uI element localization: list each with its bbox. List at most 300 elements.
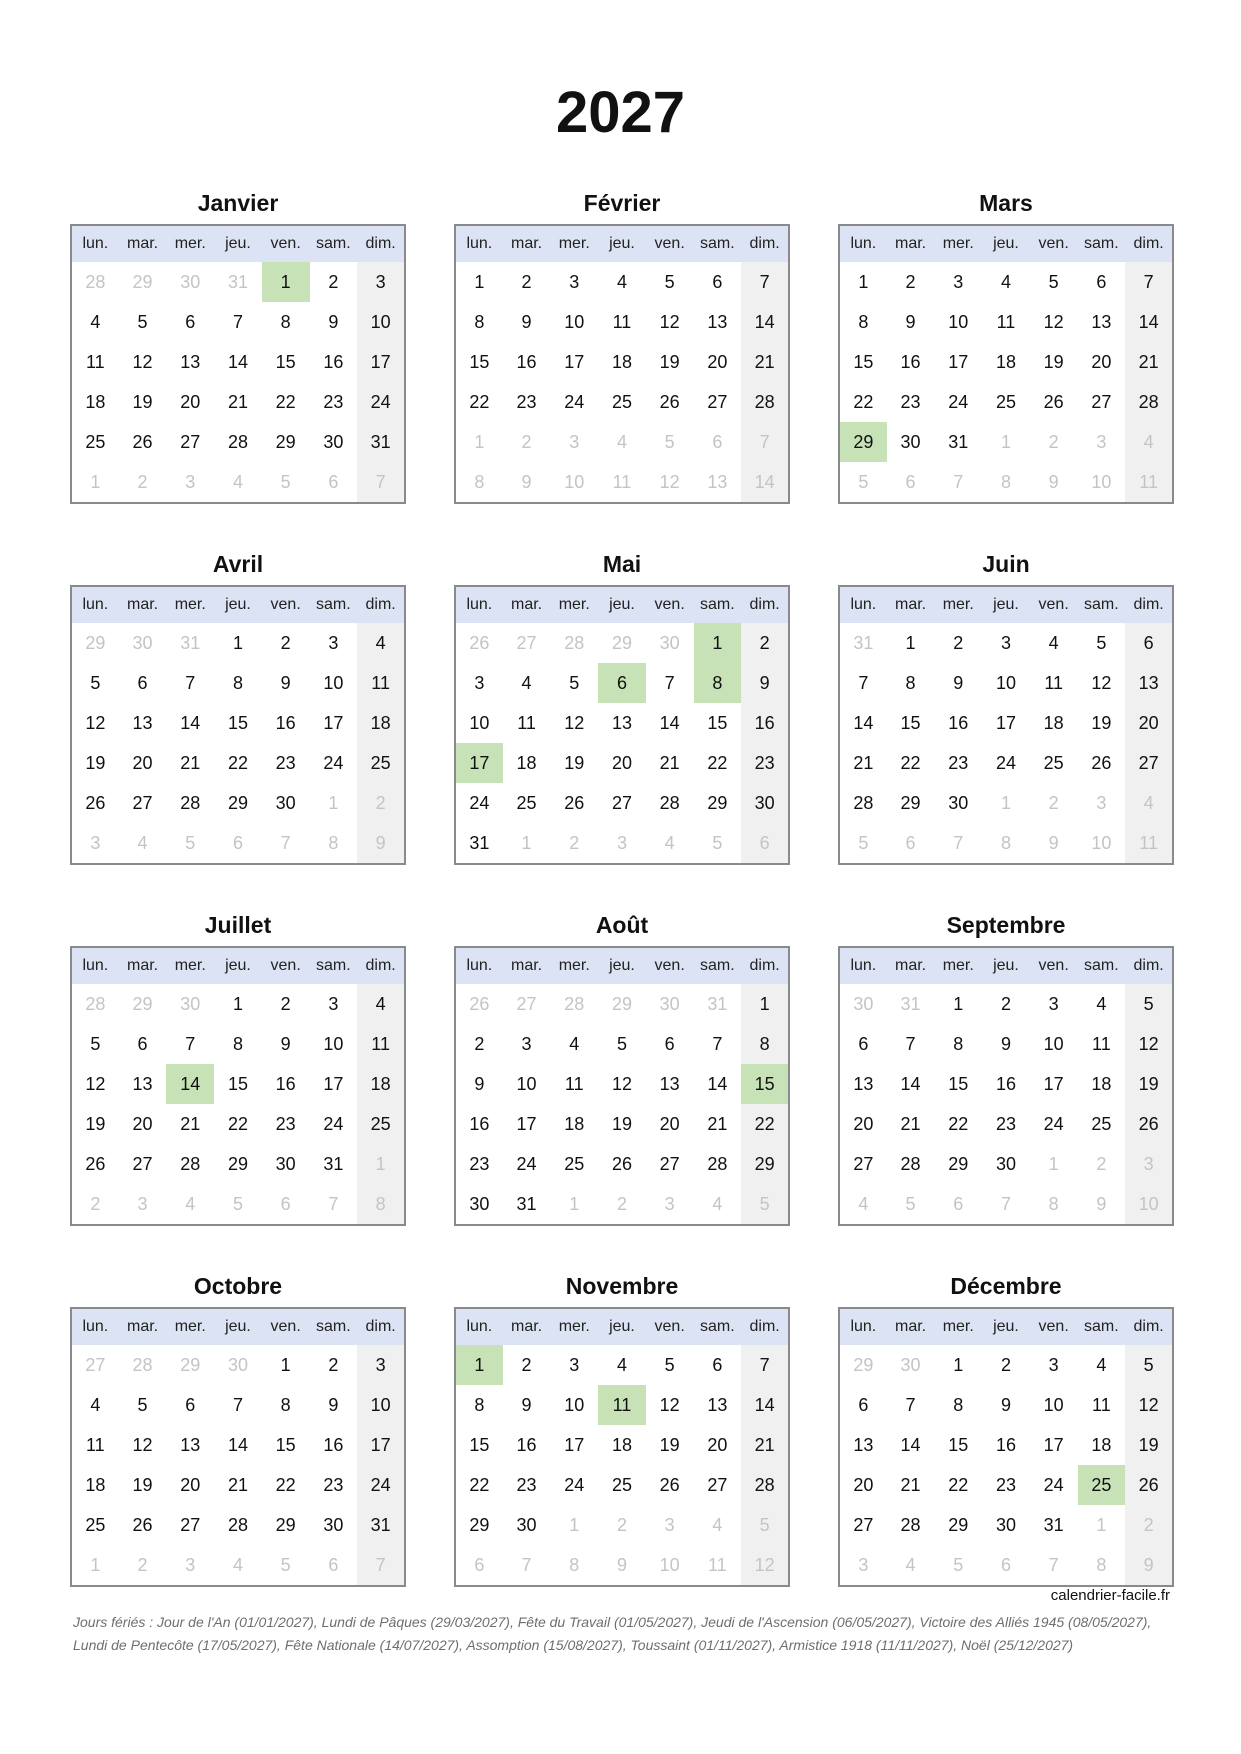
day-cell: 9	[953, 672, 964, 693]
day-cell: 19	[659, 1434, 680, 1455]
adjacent-month-day-cell: 1	[1000, 431, 1011, 452]
adjacent-month-day-cell: 2	[521, 431, 532, 452]
day-cell: 9	[280, 1033, 291, 1054]
day-cell: 26	[1125, 1104, 1173, 1144]
day-cell: 23	[741, 743, 789, 783]
adjacent-month-day-cell: 3	[90, 832, 101, 853]
adjacent-month-day-cell: 6	[953, 1193, 964, 1214]
day-cell: 26	[611, 1153, 632, 1174]
day-cell: 27	[853, 1153, 874, 1174]
day-cell: 13	[707, 311, 728, 332]
day-cell: 8	[741, 1024, 789, 1064]
adjacent-month-day-cell: 5	[741, 1505, 789, 1545]
weekday-header: jeu.	[982, 947, 1030, 984]
week-row	[839, 302, 1173, 342]
week-row	[71, 703, 405, 743]
day-cell: 18	[516, 752, 537, 773]
weekday-header: sam.	[694, 586, 742, 623]
adjacent-month-day-cell: 7	[357, 1545, 405, 1586]
weekday-header: jeu.	[214, 225, 262, 262]
day-cell: 6	[137, 1033, 148, 1054]
weekday-header: jeu.	[214, 1308, 262, 1345]
week-row	[455, 743, 789, 783]
day-cell: 26	[1091, 752, 1112, 773]
month-table	[70, 946, 406, 1226]
day-cell: 26	[132, 431, 153, 452]
adjacent-month-day-cell: 14	[741, 462, 789, 503]
day-cell: 22	[275, 391, 296, 412]
day-cell: 22	[469, 1474, 490, 1495]
day-cell: 26	[85, 1153, 106, 1174]
day-cell: 17	[948, 351, 969, 372]
adjacent-month-day-cell: 4	[185, 1193, 196, 1214]
day-cell: 28	[180, 1153, 201, 1174]
day-cell: 2	[1000, 993, 1011, 1014]
day-cell: 10	[516, 1073, 537, 1094]
day-cell: 24	[564, 1474, 585, 1495]
weekday-header: mar.	[503, 586, 551, 623]
weekday-header: lun.	[71, 586, 119, 623]
adjacent-month-day-cell: 28	[564, 632, 585, 653]
adjacent-month-day-cell: 4	[712, 1193, 723, 1214]
day-cell: 9	[474, 1073, 485, 1094]
weekday-header-row	[71, 586, 405, 623]
day-cell: 5	[137, 311, 148, 332]
day-cell: 13	[853, 1073, 874, 1094]
week-row	[71, 743, 405, 783]
day-cell: 25	[564, 1153, 585, 1174]
weekday-header: ven.	[1030, 225, 1078, 262]
day-cell: 22	[948, 1474, 969, 1495]
weekday-header: lun.	[455, 947, 503, 984]
weekday-header: ven.	[1030, 947, 1078, 984]
day-cell: 27	[853, 1514, 874, 1535]
day-cell: 20	[707, 351, 728, 372]
week-row	[839, 1024, 1173, 1064]
week-row	[839, 1184, 1173, 1225]
adjacent-month-day-cell: 3	[1096, 792, 1107, 813]
adjacent-month-day-cell: 29	[132, 993, 153, 1014]
weekday-header-row	[839, 1308, 1173, 1345]
day-cell: 1	[474, 271, 485, 292]
adjacent-month-day-cell: 1	[521, 832, 532, 853]
adjacent-month-day-cell: 29	[611, 632, 632, 653]
day-cell: 1	[858, 271, 869, 292]
adjacent-month-day-cell: 30	[659, 632, 680, 653]
day-cell: 16	[995, 1073, 1016, 1094]
week-row	[71, 262, 405, 302]
day-cell: 5	[1096, 632, 1107, 653]
weekday-header-row	[455, 225, 789, 262]
month-name: Juillet	[204, 912, 272, 938]
day-cell: 3	[328, 632, 339, 653]
weekday-header: sam.	[310, 947, 358, 984]
week-row	[455, 1505, 789, 1545]
holiday-day-cell: 1	[694, 623, 742, 663]
day-cell: 6	[858, 1033, 869, 1054]
weekday-header: dim.	[357, 1308, 405, 1345]
day-cell: 8	[280, 1394, 291, 1415]
weekday-header: mar.	[887, 586, 935, 623]
adjacent-month-day-cell: 12	[659, 471, 680, 492]
adjacent-month-day-cell: 31	[707, 993, 728, 1014]
day-cell: 28	[180, 792, 201, 813]
day-cell: 18	[85, 1474, 106, 1495]
month-table	[838, 946, 1174, 1226]
day-cell: 22	[948, 1113, 969, 1134]
month-calendar	[454, 547, 790, 865]
day-cell: 2	[741, 623, 789, 663]
week-row	[71, 1465, 405, 1505]
week-row	[839, 1505, 1173, 1545]
month-calendar	[70, 186, 406, 504]
month-name: Avril	[212, 551, 264, 577]
day-cell: 21	[180, 752, 201, 773]
day-cell: 21	[741, 1425, 789, 1465]
day-cell: 10	[469, 712, 490, 733]
day-cell: 21	[180, 1113, 201, 1134]
day-cell: 7	[232, 1394, 243, 1415]
adjacent-month-day-cell: 2	[569, 832, 580, 853]
day-cell: 23	[323, 1474, 344, 1495]
day-cell: 6	[185, 1394, 196, 1415]
weekday-header: dim.	[741, 1308, 789, 1345]
week-row	[839, 823, 1173, 864]
week-row	[839, 743, 1173, 783]
day-cell: 4	[1000, 271, 1011, 292]
day-cell: 12	[611, 1073, 632, 1094]
adjacent-month-day-cell: 5	[953, 1554, 964, 1575]
day-cell: 12	[132, 1434, 153, 1455]
adjacent-month-day-cell: 10	[1091, 471, 1112, 492]
day-cell: 4	[521, 672, 532, 693]
weekday-header: mar.	[119, 947, 167, 984]
day-cell: 20	[132, 1113, 153, 1134]
weekday-header: dim.	[1125, 1308, 1173, 1345]
week-row	[71, 1024, 405, 1064]
day-cell: 12	[132, 351, 153, 372]
day-cell: 4	[90, 1394, 101, 1415]
day-cell: 12	[85, 1073, 106, 1094]
day-cell: 4	[616, 271, 627, 292]
weekday-header: lun.	[839, 586, 887, 623]
adjacent-month-day-cell: 29	[85, 632, 106, 653]
week-row	[71, 823, 405, 864]
day-cell: 16	[900, 351, 921, 372]
week-row	[455, 1465, 789, 1505]
weekday-header: ven.	[262, 225, 310, 262]
adjacent-month-day-cell: 3	[1096, 431, 1107, 452]
adjacent-month-day-cell: 4	[232, 471, 243, 492]
day-cell: 24	[357, 382, 405, 422]
day-cell: 15	[900, 712, 921, 733]
day-cell: 15	[707, 712, 728, 733]
weekday-header: dim.	[357, 947, 405, 984]
month-name: Octobre	[193, 1273, 283, 1299]
adjacent-month-day-cell: 3	[616, 832, 627, 853]
day-cell: 7	[712, 1033, 723, 1054]
day-cell: 14	[741, 1385, 789, 1425]
adjacent-month-day-cell: 2	[137, 1554, 148, 1575]
day-cell: 14	[1125, 302, 1173, 342]
day-cell: 15	[853, 351, 874, 372]
day-cell: 20	[180, 1474, 201, 1495]
adjacent-month-day-cell: 4	[712, 1514, 723, 1535]
source-credit: calendrier-facile.fr	[1050, 1587, 1170, 1604]
adjacent-month-day-cell: 1	[569, 1193, 580, 1214]
week-row	[839, 783, 1173, 823]
adjacent-month-day-cell: 9	[521, 471, 532, 492]
day-cell: 4	[357, 623, 405, 663]
day-cell: 15	[275, 1434, 296, 1455]
day-cell: 22	[853, 391, 874, 412]
adjacent-month-day-cell: 6	[328, 471, 339, 492]
week-row	[455, 262, 789, 302]
adjacent-month-day-cell: 5	[858, 471, 869, 492]
day-cell: 17	[357, 342, 405, 382]
day-cell: 5	[1048, 271, 1059, 292]
weekday-header: mar.	[887, 947, 935, 984]
day-cell: 16	[741, 703, 789, 743]
day-cell: 23	[995, 1113, 1016, 1134]
day-cell: 16	[516, 351, 537, 372]
adjacent-month-day-cell: 10	[1125, 1184, 1173, 1225]
adjacent-month-day-cell: 3	[185, 1554, 196, 1575]
adjacent-month-day-cell: 30	[900, 1354, 921, 1375]
day-cell: 18	[564, 1113, 585, 1134]
adjacent-month-day-cell: 8	[474, 471, 485, 492]
day-cell: 11	[357, 663, 405, 703]
month-name: Décembre	[950, 1273, 1062, 1299]
day-cell: 6	[664, 1033, 675, 1054]
day-cell: 30	[275, 792, 296, 813]
day-cell: 31	[323, 1153, 344, 1174]
weekday-header: dim.	[741, 225, 789, 262]
day-cell: 20	[1091, 351, 1112, 372]
day-cell: 24	[1043, 1474, 1064, 1495]
week-row	[71, 1345, 405, 1385]
adjacent-month-day-cell: 3	[569, 431, 580, 452]
adjacent-month-day-cell: 2	[137, 471, 148, 492]
day-cell: 27	[132, 792, 153, 813]
week-row	[71, 1064, 405, 1104]
week-row	[455, 1024, 789, 1064]
day-cell: 3	[569, 1354, 580, 1375]
weekday-header: dim.	[1125, 225, 1173, 262]
day-cell: 8	[953, 1033, 964, 1054]
day-cell: 18	[611, 1434, 632, 1455]
day-cell: 26	[132, 1514, 153, 1535]
day-cell: 6	[1096, 271, 1107, 292]
adjacent-month-day-cell: 29	[611, 993, 632, 1014]
weekday-header: jeu.	[982, 586, 1030, 623]
day-cell: 15	[275, 351, 296, 372]
weekday-header: dim.	[741, 947, 789, 984]
adjacent-month-day-cell: 1	[357, 1144, 405, 1184]
week-row	[455, 462, 789, 503]
day-cell: 19	[1125, 1064, 1173, 1104]
day-cell: 4	[616, 1354, 627, 1375]
adjacent-month-day-cell: 11	[612, 471, 632, 492]
day-cell: 10	[323, 1033, 344, 1054]
day-cell: 27	[180, 431, 201, 452]
day-cell: 12	[564, 712, 585, 733]
day-cell: 22	[707, 752, 728, 773]
month-name: Juin	[982, 551, 1030, 577]
day-cell: 18	[1043, 712, 1064, 733]
holiday-day-cell: 11	[598, 1385, 646, 1425]
day-cell: 22	[275, 1474, 296, 1495]
adjacent-month-day-cell: 7	[280, 832, 291, 853]
adjacent-month-day-cell: 4	[1125, 422, 1173, 462]
day-cell: 1	[953, 993, 964, 1014]
week-row	[455, 663, 789, 703]
week-row	[839, 984, 1173, 1024]
day-cell: 6	[858, 1394, 869, 1415]
week-row	[455, 1385, 789, 1425]
day-cell: 28	[853, 792, 874, 813]
day-cell: 1	[232, 632, 243, 653]
day-cell: 2	[280, 993, 291, 1014]
week-row	[71, 1505, 405, 1545]
day-cell: 20	[611, 752, 632, 773]
day-cell: 9	[521, 1394, 532, 1415]
adjacent-month-day-cell: 31	[180, 632, 201, 653]
day-cell: 10	[995, 672, 1016, 693]
day-cell: 13	[180, 351, 201, 372]
day-cell: 20	[132, 752, 153, 773]
day-cell: 6	[185, 311, 196, 332]
holiday-day-cell: 1	[455, 1345, 503, 1385]
day-cell: 18	[995, 351, 1016, 372]
day-cell: 26	[1125, 1465, 1173, 1505]
week-row	[455, 984, 789, 1024]
day-cell: 7	[1125, 262, 1173, 302]
month-name: Février	[583, 190, 661, 216]
holiday-day-cell: 17	[455, 743, 503, 783]
day-cell: 24	[1043, 1113, 1064, 1134]
day-cell: 3	[328, 993, 339, 1014]
adjacent-month-day-cell: 5	[905, 1193, 916, 1214]
adjacent-month-day-cell: 6	[474, 1554, 485, 1575]
day-cell: 9	[905, 311, 916, 332]
day-cell: 19	[132, 391, 153, 412]
day-cell: 20	[1125, 703, 1173, 743]
adjacent-month-day-cell: 3	[858, 1554, 869, 1575]
day-cell: 20	[659, 1113, 680, 1134]
day-cell: 7	[858, 672, 869, 693]
day-cell: 26	[85, 792, 106, 813]
day-cell: 28	[900, 1153, 921, 1174]
day-cell: 8	[858, 311, 869, 332]
adjacent-month-day-cell: 3	[664, 1193, 675, 1214]
adjacent-month-day-cell: 4	[232, 1554, 243, 1575]
day-cell: 30	[323, 431, 344, 452]
weekday-header: mer.	[166, 586, 214, 623]
adjacent-month-day-cell: 4	[905, 1554, 916, 1575]
weekday-header: sam.	[310, 1308, 358, 1345]
day-cell: 5	[664, 271, 675, 292]
week-row	[455, 703, 789, 743]
week-row	[839, 1425, 1173, 1465]
weekday-header: ven.	[262, 947, 310, 984]
adjacent-month-day-cell: 30	[227, 1354, 248, 1375]
adjacent-month-day-cell: 2	[90, 1193, 101, 1214]
month-calendar	[838, 547, 1174, 865]
day-cell: 2	[1000, 1354, 1011, 1375]
day-cell: 13	[132, 1073, 153, 1094]
day-cell: 2	[474, 1033, 485, 1054]
week-row	[455, 1345, 789, 1385]
adjacent-month-day-cell: 4	[616, 431, 627, 452]
day-cell: 27	[707, 391, 728, 412]
day-cell: 18	[1091, 1434, 1112, 1455]
weekday-header-row	[455, 586, 789, 623]
day-cell: 29	[948, 1153, 969, 1174]
day-cell: 19	[132, 1474, 153, 1495]
day-cell: 27	[707, 1474, 728, 1495]
holidays-note: Jours fériés : Jour de l'An (01/01/2027), Lundi de Pâques (29/03/2027), Fête du Travail (01/05/2027), Jeudi de l'Ascension (06/05/2027), Victoire des Alliés 1945 (08/05/2027), Lundi de Pentecôte (17/05/2027), Fête Nationale (14/07/2027), Assomption (15/08/2027), Toussaint (01/11/2027), Armistice 1918 (11/11/2027), Noël (25/12/2027)	[73, 1614, 1152, 1653]
day-cell: 9	[741, 663, 789, 703]
day-cell: 29	[741, 1144, 789, 1184]
adjacent-month-day-cell: 2	[1048, 431, 1059, 452]
day-cell: 29	[275, 431, 296, 452]
day-cell: 8	[232, 1033, 243, 1054]
week-row	[71, 1184, 405, 1225]
week-row	[839, 663, 1173, 703]
adjacent-month-day-cell: 31	[900, 993, 921, 1014]
holiday-day-cell: 1	[262, 262, 310, 302]
weekday-header: sam.	[310, 586, 358, 623]
day-cell: 11	[1092, 1394, 1111, 1415]
weekday-header: lun.	[839, 947, 887, 984]
adjacent-month-day-cell: 9	[1096, 1193, 1107, 1214]
day-cell: 28	[900, 1514, 921, 1535]
day-cell: 25	[611, 391, 632, 412]
weekday-header: mer.	[934, 1308, 982, 1345]
adjacent-month-day-cell: 8	[1048, 1193, 1059, 1214]
month-calendar	[838, 1269, 1174, 1587]
weekday-header-row	[455, 1308, 789, 1345]
weekday-header: ven.	[646, 947, 694, 984]
month-calendar	[838, 908, 1174, 1226]
month-calendar	[838, 186, 1174, 504]
weekday-header: ven.	[646, 1308, 694, 1345]
day-cell: 16	[516, 1434, 537, 1455]
weekday-header: mer.	[550, 1308, 598, 1345]
adjacent-month-day-cell: 3	[1125, 1144, 1173, 1184]
day-cell: 29	[227, 792, 248, 813]
weekday-header: jeu.	[598, 1308, 646, 1345]
day-cell: 24	[323, 752, 344, 773]
month-table	[454, 946, 790, 1226]
month-name: Novembre	[565, 1273, 679, 1299]
day-cell: 19	[564, 752, 585, 773]
day-cell: 11	[612, 311, 632, 332]
day-cell: 7	[232, 311, 243, 332]
week-row	[71, 1385, 405, 1425]
week-row	[71, 623, 405, 663]
weekday-header: mar.	[887, 225, 935, 262]
adjacent-month-day-cell: 11	[708, 1554, 727, 1575]
weekday-header: lun.	[455, 586, 503, 623]
week-row	[71, 1144, 405, 1184]
week-row	[455, 302, 789, 342]
weekday-header: mar.	[887, 1308, 935, 1345]
adjacent-month-day-cell: 5	[232, 1193, 243, 1214]
month-calendar	[454, 186, 790, 504]
day-cell: 18	[357, 1064, 405, 1104]
